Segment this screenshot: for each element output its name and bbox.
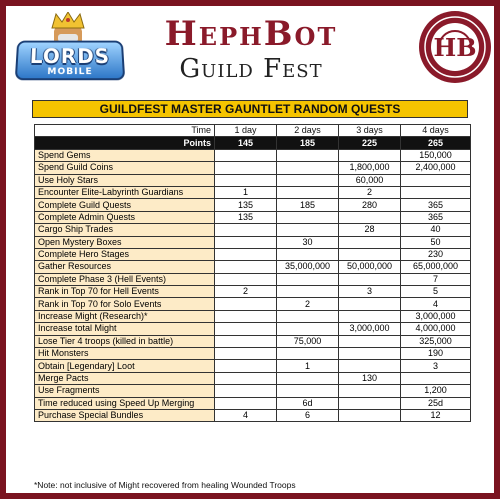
quest-value	[401, 372, 471, 384]
quest-value: 4	[401, 298, 471, 310]
quest-value: 2	[339, 186, 401, 198]
page-subtitle: Guild Fest	[179, 54, 323, 84]
quest-value	[215, 248, 277, 260]
table-row	[35, 236, 471, 248]
quest-name: Spend Guild Coins	[35, 162, 215, 174]
quest-value: 50	[401, 236, 471, 248]
table-row	[35, 409, 471, 421]
table-row	[35, 323, 471, 335]
quest-value	[339, 298, 401, 310]
quest-value	[215, 323, 277, 335]
lords-mobile-logo	[14, 12, 126, 84]
quest-value: 3	[339, 286, 401, 298]
quest-value: 325,000	[401, 335, 471, 347]
hephbot-seal-icon	[418, 10, 492, 84]
svg-text:HB: HB	[433, 33, 477, 62]
time-cell: 4 days	[401, 125, 471, 137]
quest-name: Time reduced using Speed Up Merging	[35, 397, 215, 409]
table-row	[35, 385, 471, 397]
quest-value	[277, 372, 339, 384]
quest-value: 6d	[277, 397, 339, 409]
quest-name: Complete Guild Quests	[35, 199, 215, 211]
quest-value	[277, 273, 339, 285]
quest-name: Merge Pacts	[35, 372, 215, 384]
quest-value: 1,200	[401, 385, 471, 397]
quest-value: 7	[401, 273, 471, 285]
time-cell: 2 days	[277, 125, 339, 137]
table-row	[35, 348, 471, 360]
time-label: Time	[35, 125, 215, 137]
quest-value	[339, 273, 401, 285]
quest-value	[215, 335, 277, 347]
quest-value	[339, 149, 401, 161]
table-row	[35, 273, 471, 285]
table-row	[35, 199, 471, 211]
quest-value	[215, 162, 277, 174]
quest-value	[401, 174, 471, 186]
quest-value	[277, 224, 339, 236]
time-cell: 3 days	[339, 125, 401, 137]
quest-name: Obtain [Legendary] Loot	[35, 360, 215, 372]
quest-value: 2	[215, 286, 277, 298]
table-row	[35, 149, 471, 161]
quest-value: 25d	[401, 397, 471, 409]
points-cell: 265	[401, 137, 471, 149]
quest-value	[339, 310, 401, 322]
quest-value	[339, 360, 401, 372]
table-row	[35, 335, 471, 347]
quest-value: 130	[339, 372, 401, 384]
quest-value	[215, 310, 277, 322]
points-cell: 145	[215, 137, 277, 149]
quest-value	[339, 397, 401, 409]
quest-value: 185	[277, 199, 339, 211]
quest-name: Cargo Ship Trades	[35, 224, 215, 236]
quest-value	[215, 273, 277, 285]
points-header-row	[35, 137, 471, 149]
quest-value: 50,000,000	[339, 261, 401, 273]
quest-value: 12	[401, 409, 471, 421]
time-cell: 1 day	[215, 125, 277, 137]
quest-name: Lose Tier 4 troops (killed in battle)	[35, 335, 215, 347]
quest-value: 230	[401, 248, 471, 260]
quest-value	[215, 298, 277, 310]
quest-value	[277, 286, 339, 298]
quest-name: Purchase Special Bundles	[35, 409, 215, 421]
table-row	[35, 372, 471, 384]
quest-value	[277, 149, 339, 161]
logo-line-2: MOBILE	[47, 66, 93, 78]
quest-name: Increase Might (Research)*	[35, 310, 215, 322]
quest-value	[215, 174, 277, 186]
quest-value: 2,400,000	[401, 162, 471, 174]
table-row	[35, 397, 471, 409]
quest-value: 135	[215, 211, 277, 223]
quest-value	[401, 186, 471, 198]
quest-name: Encounter Elite-Labyrinth Guardians	[35, 186, 215, 198]
quest-value: 35,000,000	[277, 261, 339, 273]
quest-value: 60,000	[339, 174, 401, 186]
quest-name: Hit Monsters	[35, 348, 215, 360]
quest-value: 3,000,000	[401, 310, 471, 322]
quest-name: Use Holy Stars	[35, 174, 215, 186]
quest-value	[339, 335, 401, 347]
quest-value	[277, 248, 339, 260]
logo-line-1: LORDS	[29, 44, 111, 68]
quests-table	[34, 124, 471, 422]
quest-name: Complete Hero Stages	[35, 248, 215, 260]
quest-value: 30	[277, 236, 339, 248]
quest-name: Increase total Might	[35, 323, 215, 335]
quest-name: Rank in Top 70 for Solo Events	[35, 298, 215, 310]
quest-value: 280	[339, 199, 401, 211]
quest-value: 365	[401, 211, 471, 223]
quest-value: 365	[401, 199, 471, 211]
quest-value: 5	[401, 286, 471, 298]
poster-panel	[6, 6, 494, 493]
quest-value	[277, 186, 339, 198]
quest-value	[215, 348, 277, 360]
quest-value	[339, 211, 401, 223]
quest-name: Use Fragments	[35, 385, 215, 397]
quest-value	[277, 348, 339, 360]
quest-value: 3	[401, 360, 471, 372]
quest-value: 75,000	[277, 335, 339, 347]
section-banner: GUILDFEST MASTER GAUNTLET RANDOM QUESTS	[32, 100, 468, 118]
quest-value	[277, 385, 339, 397]
quest-value	[339, 348, 401, 360]
quest-value: 135	[215, 199, 277, 211]
quest-value: 40	[401, 224, 471, 236]
table-row	[35, 211, 471, 223]
quest-name: Complete Phase 3 (Hell Events)	[35, 273, 215, 285]
quest-value	[215, 149, 277, 161]
table-row	[35, 162, 471, 174]
table-row	[35, 174, 471, 186]
quest-value	[277, 174, 339, 186]
quest-value	[215, 397, 277, 409]
quest-value: 190	[401, 348, 471, 360]
points-label: Points	[35, 137, 215, 149]
quest-value: 65,000,000	[401, 261, 471, 273]
quest-value	[277, 211, 339, 223]
quest-value: 4	[215, 409, 277, 421]
table-row	[35, 186, 471, 198]
quest-value	[277, 162, 339, 174]
table-row	[35, 224, 471, 236]
quest-value: 150,000	[401, 149, 471, 161]
quest-value: 1,800,000	[339, 162, 401, 174]
page-title: HephBot	[164, 14, 338, 54]
quest-value	[215, 261, 277, 273]
table-row	[35, 261, 471, 273]
quest-value: 1	[277, 360, 339, 372]
table-row	[35, 310, 471, 322]
quest-name: Spend Gems	[35, 149, 215, 161]
quest-value: 28	[339, 224, 401, 236]
time-header-row	[35, 125, 471, 137]
quest-value	[339, 236, 401, 248]
quest-value: 1	[215, 186, 277, 198]
table-row	[35, 248, 471, 260]
quest-value: 6	[277, 409, 339, 421]
quest-name: Complete Admin Quests	[35, 211, 215, 223]
quest-value	[277, 323, 339, 335]
quest-value: 3,000,000	[339, 323, 401, 335]
points-cell: 225	[339, 137, 401, 149]
quest-value	[339, 385, 401, 397]
points-cell: 185	[277, 137, 339, 149]
quest-name: Gather Resources	[35, 261, 215, 273]
quest-value	[215, 360, 277, 372]
quest-value	[215, 224, 277, 236]
quest-value	[215, 236, 277, 248]
quest-value	[215, 372, 277, 384]
quest-name: Open Mystery Boxes	[35, 236, 215, 248]
table-row	[35, 286, 471, 298]
quest-value	[277, 310, 339, 322]
lords-mobile-wordmark	[15, 41, 126, 81]
footnote: *Note: not inclusive of Might recovered from healing Wounded Troops	[34, 480, 296, 490]
table-row	[35, 360, 471, 372]
quest-name: Rank in Top 70 for Hell Events	[35, 286, 215, 298]
quest-value	[339, 409, 401, 421]
quest-value	[339, 248, 401, 260]
table-row	[35, 298, 471, 310]
quest-value	[215, 385, 277, 397]
quest-value: 4,000,000	[401, 323, 471, 335]
quest-value: 2	[277, 298, 339, 310]
